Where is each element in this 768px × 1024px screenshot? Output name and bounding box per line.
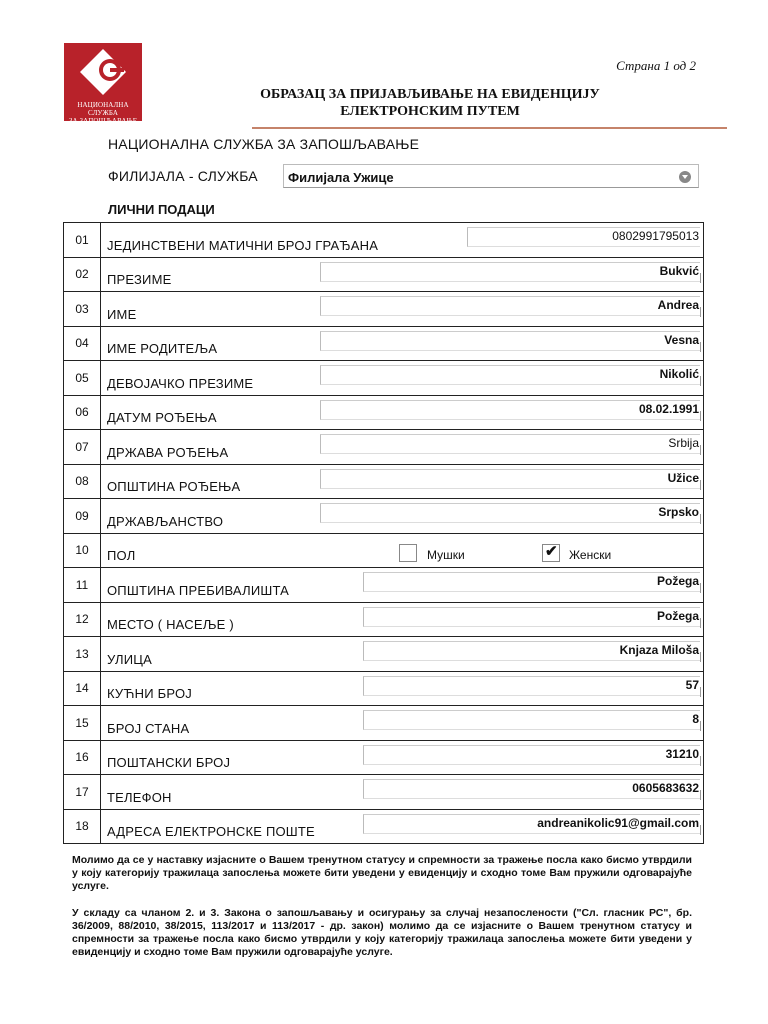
logo-text-line2: ЗА ЗАПОШЉАВАЊЕ bbox=[68, 117, 138, 125]
table-row bbox=[64, 361, 704, 396]
nsz-logo bbox=[64, 43, 142, 125]
checkmark-icon: ✔ bbox=[545, 543, 558, 560]
logo-emblem-icon bbox=[64, 43, 142, 101]
row-number: 07 bbox=[64, 430, 101, 465]
legal-notice-paragraph: У складу са чланом 2. и 3. Закона о запошљавању и осигурању за случај незапослености ("Сл. гласник РС", бр. 36/2009, 88/2010, 38/2015, 113/2017 и 113/2017 - др. закон) молимо да се изјасните о Вашем тренутном статусу и спремности за тражење посла како бисмо утврдили у коју категорију тражилаца запослења можете бити уведени у евиденцију и сходно томе Вам пружили одговарајуће услуге. bbox=[72, 907, 692, 958]
field-value: 0802991795013 bbox=[612, 229, 699, 243]
personal-data-table bbox=[63, 222, 704, 844]
field-value: Nikolić bbox=[659, 367, 699, 381]
email-field[interactable] bbox=[363, 814, 700, 834]
table-row bbox=[64, 809, 704, 844]
row-number: 08 bbox=[64, 464, 101, 499]
street-field[interactable] bbox=[363, 641, 700, 661]
branch-select[interactable] bbox=[283, 164, 699, 188]
surname-field[interactable] bbox=[320, 262, 700, 282]
field-value: 0605683632 bbox=[632, 781, 699, 795]
table-row bbox=[64, 568, 704, 603]
field-value: Srbija bbox=[668, 436, 699, 450]
row-number: 14 bbox=[64, 671, 101, 706]
row-number: 01 bbox=[64, 223, 101, 258]
gender-male-checkbox[interactable] bbox=[399, 544, 417, 562]
branch-select-value: Филијала Ужице bbox=[288, 170, 394, 185]
row-number: 03 bbox=[64, 292, 101, 327]
apartment-number-field[interactable] bbox=[363, 710, 700, 730]
field-label: ОПШТИНА РОЂЕЊА bbox=[107, 479, 241, 494]
birth-date-field[interactable] bbox=[320, 400, 700, 420]
field-label: ПОШТАНСКИ БРОЈ bbox=[107, 755, 231, 770]
table-row bbox=[64, 257, 704, 292]
field-value: 31210 bbox=[665, 746, 699, 761]
row-number: 02 bbox=[64, 257, 101, 292]
field-label: ЈЕДИНСТВЕНИ МАТИЧНИ БРОЈ ГРАЂАНА bbox=[107, 237, 379, 253]
row-number: 11 bbox=[64, 568, 101, 603]
table-row bbox=[64, 223, 704, 258]
maiden-name-field[interactable] bbox=[320, 365, 700, 385]
table-row bbox=[64, 326, 704, 361]
row-number: 10 bbox=[64, 533, 101, 568]
field-value: Užice bbox=[667, 470, 699, 485]
field-label: ДРЖАВА РОЂЕЊА bbox=[107, 444, 229, 460]
field-value: Požega bbox=[656, 608, 699, 623]
page-number: Страна 1 од 2 bbox=[616, 58, 696, 73]
table-row bbox=[64, 533, 704, 568]
row-number: 17 bbox=[64, 775, 101, 810]
field-label: ДЕВОЈАЧКО ПРЕЗИМЕ bbox=[107, 375, 254, 391]
field-value: Srpsko bbox=[658, 505, 699, 519]
table-row bbox=[64, 671, 704, 706]
field-label: АДРЕСА ЕЛЕКТРОНСКЕ ПОШТЕ bbox=[107, 824, 315, 839]
birth-country-field[interactable] bbox=[320, 434, 700, 454]
table-row bbox=[64, 292, 704, 327]
field-label: ПРЕЗИМЕ bbox=[107, 272, 172, 287]
document-title-line1: ОБРАЗАЦ ЗА ПРИЈАВЉИВАЊЕ НА ЕВИДЕНЦИЈУ bbox=[260, 87, 600, 102]
organization-name: НАЦИОНАЛНА СЛУЖБА ЗА ЗАПОШЉАВАЊЕ bbox=[108, 136, 420, 152]
table-row bbox=[64, 499, 704, 534]
field-label: ДРЖАВЉАНСТВО bbox=[107, 513, 224, 529]
field-value: 08.02.1991 bbox=[638, 401, 699, 416]
row-number: 18 bbox=[64, 809, 101, 844]
field-value: Požega bbox=[656, 574, 699, 588]
field-value: Knjaza Miloša bbox=[619, 643, 699, 657]
table-row bbox=[64, 775, 704, 810]
field-label: КУЋНИ БРОЈ bbox=[107, 686, 192, 701]
row-number: 15 bbox=[64, 706, 101, 741]
field-value: 8 bbox=[692, 712, 699, 726]
row-number: 16 bbox=[64, 740, 101, 775]
first-name-field[interactable] bbox=[320, 296, 700, 316]
row-number: 09 bbox=[64, 499, 101, 534]
field-value: Bukvić bbox=[659, 263, 699, 278]
section-title-personal-data: ЛИЧНИ ПОДАЦИ bbox=[108, 202, 215, 217]
field-value: 57 bbox=[685, 677, 699, 692]
field-label: ТЕЛЕФОН bbox=[107, 789, 172, 805]
field-value: Vesna bbox=[664, 332, 699, 347]
row-number: 04 bbox=[64, 326, 101, 361]
place-field[interactable] bbox=[363, 607, 700, 627]
branch-label: ФИЛИЈАЛА - СЛУЖБА bbox=[108, 168, 258, 184]
row-number: 06 bbox=[64, 395, 101, 430]
field-label: ДАТУМ РОЂЕЊА bbox=[107, 410, 217, 425]
jmbg-field[interactable] bbox=[467, 227, 700, 247]
field-label: ИМЕ bbox=[107, 306, 137, 322]
residence-municipality-field[interactable] bbox=[363, 572, 700, 592]
row-number: 05 bbox=[64, 361, 101, 396]
row-number: 13 bbox=[64, 637, 101, 672]
logo-text-line1: НАЦИОНАЛНА СЛУЖБА bbox=[77, 101, 129, 117]
phone-field[interactable] bbox=[363, 779, 700, 799]
document-title-line2: ЕЛЕКТРОНСКИМ ПУТЕМ bbox=[340, 104, 520, 119]
field-label: БРОЈ СТАНА bbox=[107, 720, 190, 736]
citizenship-field[interactable] bbox=[320, 503, 700, 523]
field-value: Andrea bbox=[657, 298, 699, 312]
birth-municipality-field[interactable] bbox=[320, 469, 700, 489]
table-row bbox=[64, 464, 704, 499]
field-value: andreanikolic91@gmail.com bbox=[537, 815, 699, 830]
table-row bbox=[64, 602, 704, 637]
table-row bbox=[64, 395, 704, 430]
field-label: ОПШТИНА ПРЕБИВАЛИШТА bbox=[107, 582, 290, 598]
field-label: ИМЕ РОДИТЕЉА bbox=[107, 341, 218, 356]
postal-code-field[interactable] bbox=[363, 745, 700, 765]
field-label: УЛИЦА bbox=[107, 651, 152, 667]
field-label: МЕСТО ( НАСЕЉЕ ) bbox=[107, 617, 234, 632]
chevron-down-icon[interactable] bbox=[679, 171, 691, 183]
gender-female-checkbox[interactable] bbox=[542, 544, 560, 562]
field-label: ПОЛ bbox=[107, 548, 136, 563]
gender-male-label: Мушки bbox=[427, 548, 465, 562]
table-row bbox=[64, 706, 704, 741]
table-row bbox=[64, 740, 704, 775]
status-instruction-paragraph: Молимо да се у наставку изјасните о Вашем тренутном статусу и спремности за тражење посла како бисмо утврдили у коју категорију тражилаца запослења можете бити уведени у евиденцију и сходно томе Вам пружили одговарајуће услуге. bbox=[72, 854, 692, 892]
gender-female-label: Женски bbox=[569, 548, 612, 562]
header-divider bbox=[252, 127, 727, 129]
house-number-field[interactable] bbox=[363, 676, 700, 696]
logo-text bbox=[64, 101, 142, 125]
table-row bbox=[64, 637, 704, 672]
parent-name-field[interactable] bbox=[320, 331, 700, 351]
row-number: 12 bbox=[64, 602, 101, 637]
table-row bbox=[64, 430, 704, 465]
